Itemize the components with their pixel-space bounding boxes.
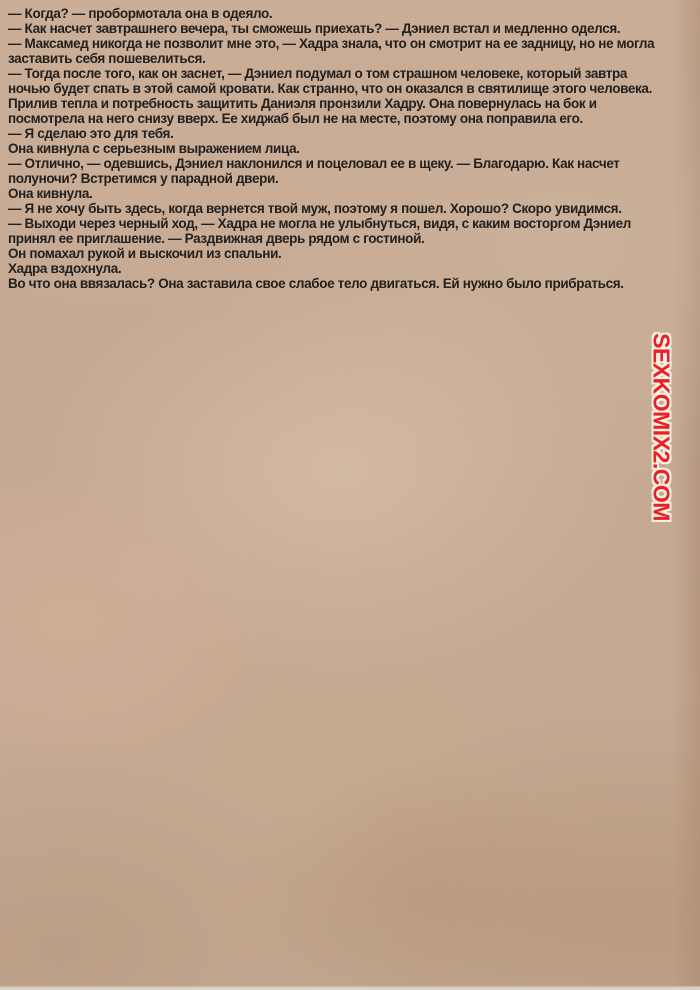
story-line: ночью будет спать в этой самой кровати. Как странно, что он оказался в святилище этого человека. bbox=[8, 81, 652, 96]
story-line: — Тогда после того, как он заснет, — Дэниел подумал о том страшном человеке, который завтра bbox=[8, 66, 628, 81]
story-line: — Когда? — пробормотала она в одеяло. bbox=[8, 6, 273, 21]
story-line: — Я не хочу быть здесь, когда вернется твой муж, поэтому я пошел. Хорошо? Скоро увидимся. bbox=[8, 201, 622, 216]
watermark-sexkomix: SEXKOMIX2.COM bbox=[648, 333, 675, 521]
story-line: Хадра вздохнула. bbox=[8, 261, 122, 276]
story-line: Во что она ввязалась? Она заставила свое слабое тело двигаться. Ей нужно было прибраться. bbox=[8, 276, 624, 291]
story-line: полуночи? Встретимся у парадной двери. bbox=[8, 171, 279, 186]
story-line: принял ее приглашение. — Раздвижная дверь рядом с гостиной. bbox=[8, 231, 425, 246]
story-line: — Максамед никогда не позволит мне это, — Хадра знала, что он смотрит на ее задницу, но не могла bbox=[8, 36, 655, 51]
story-line: — Выходи через черный ход, — Хадра не могла не улыбнуться, видя, с каким восторгом Дэниел bbox=[8, 216, 632, 231]
story-line: Она кивнула с серьезным выражением лица. bbox=[8, 141, 300, 156]
story-line: Она кивнула. bbox=[8, 186, 93, 201]
story-line: Прилив тепла и потребность защитить Даниэля пронзили Хадру. Она повернулась на бок и bbox=[8, 96, 597, 111]
story-line: посмотрела на него снизу вверх. Ее хиджаб был не на месте, поэтому она поправила его. bbox=[8, 111, 583, 126]
story-line: Он помахал рукой и выскочил из спальни. bbox=[8, 246, 282, 261]
story-line: — Как насчет завтрашнего вечера, ты сможешь приехать? — Дэниел встал и медленно оделся. bbox=[8, 21, 621, 36]
page-bottom-edge bbox=[0, 986, 700, 990]
story-line: — Отлично, — одевшись, Дэниел наклонился и поцеловал ее в щеку. — Благодарю. Как насчет bbox=[8, 156, 620, 171]
story-text-block bbox=[8, 6, 696, 291]
story-line: заставить себя пошевелиться. bbox=[8, 51, 206, 66]
story-line: — Я сделаю это для тебя. bbox=[8, 126, 174, 141]
